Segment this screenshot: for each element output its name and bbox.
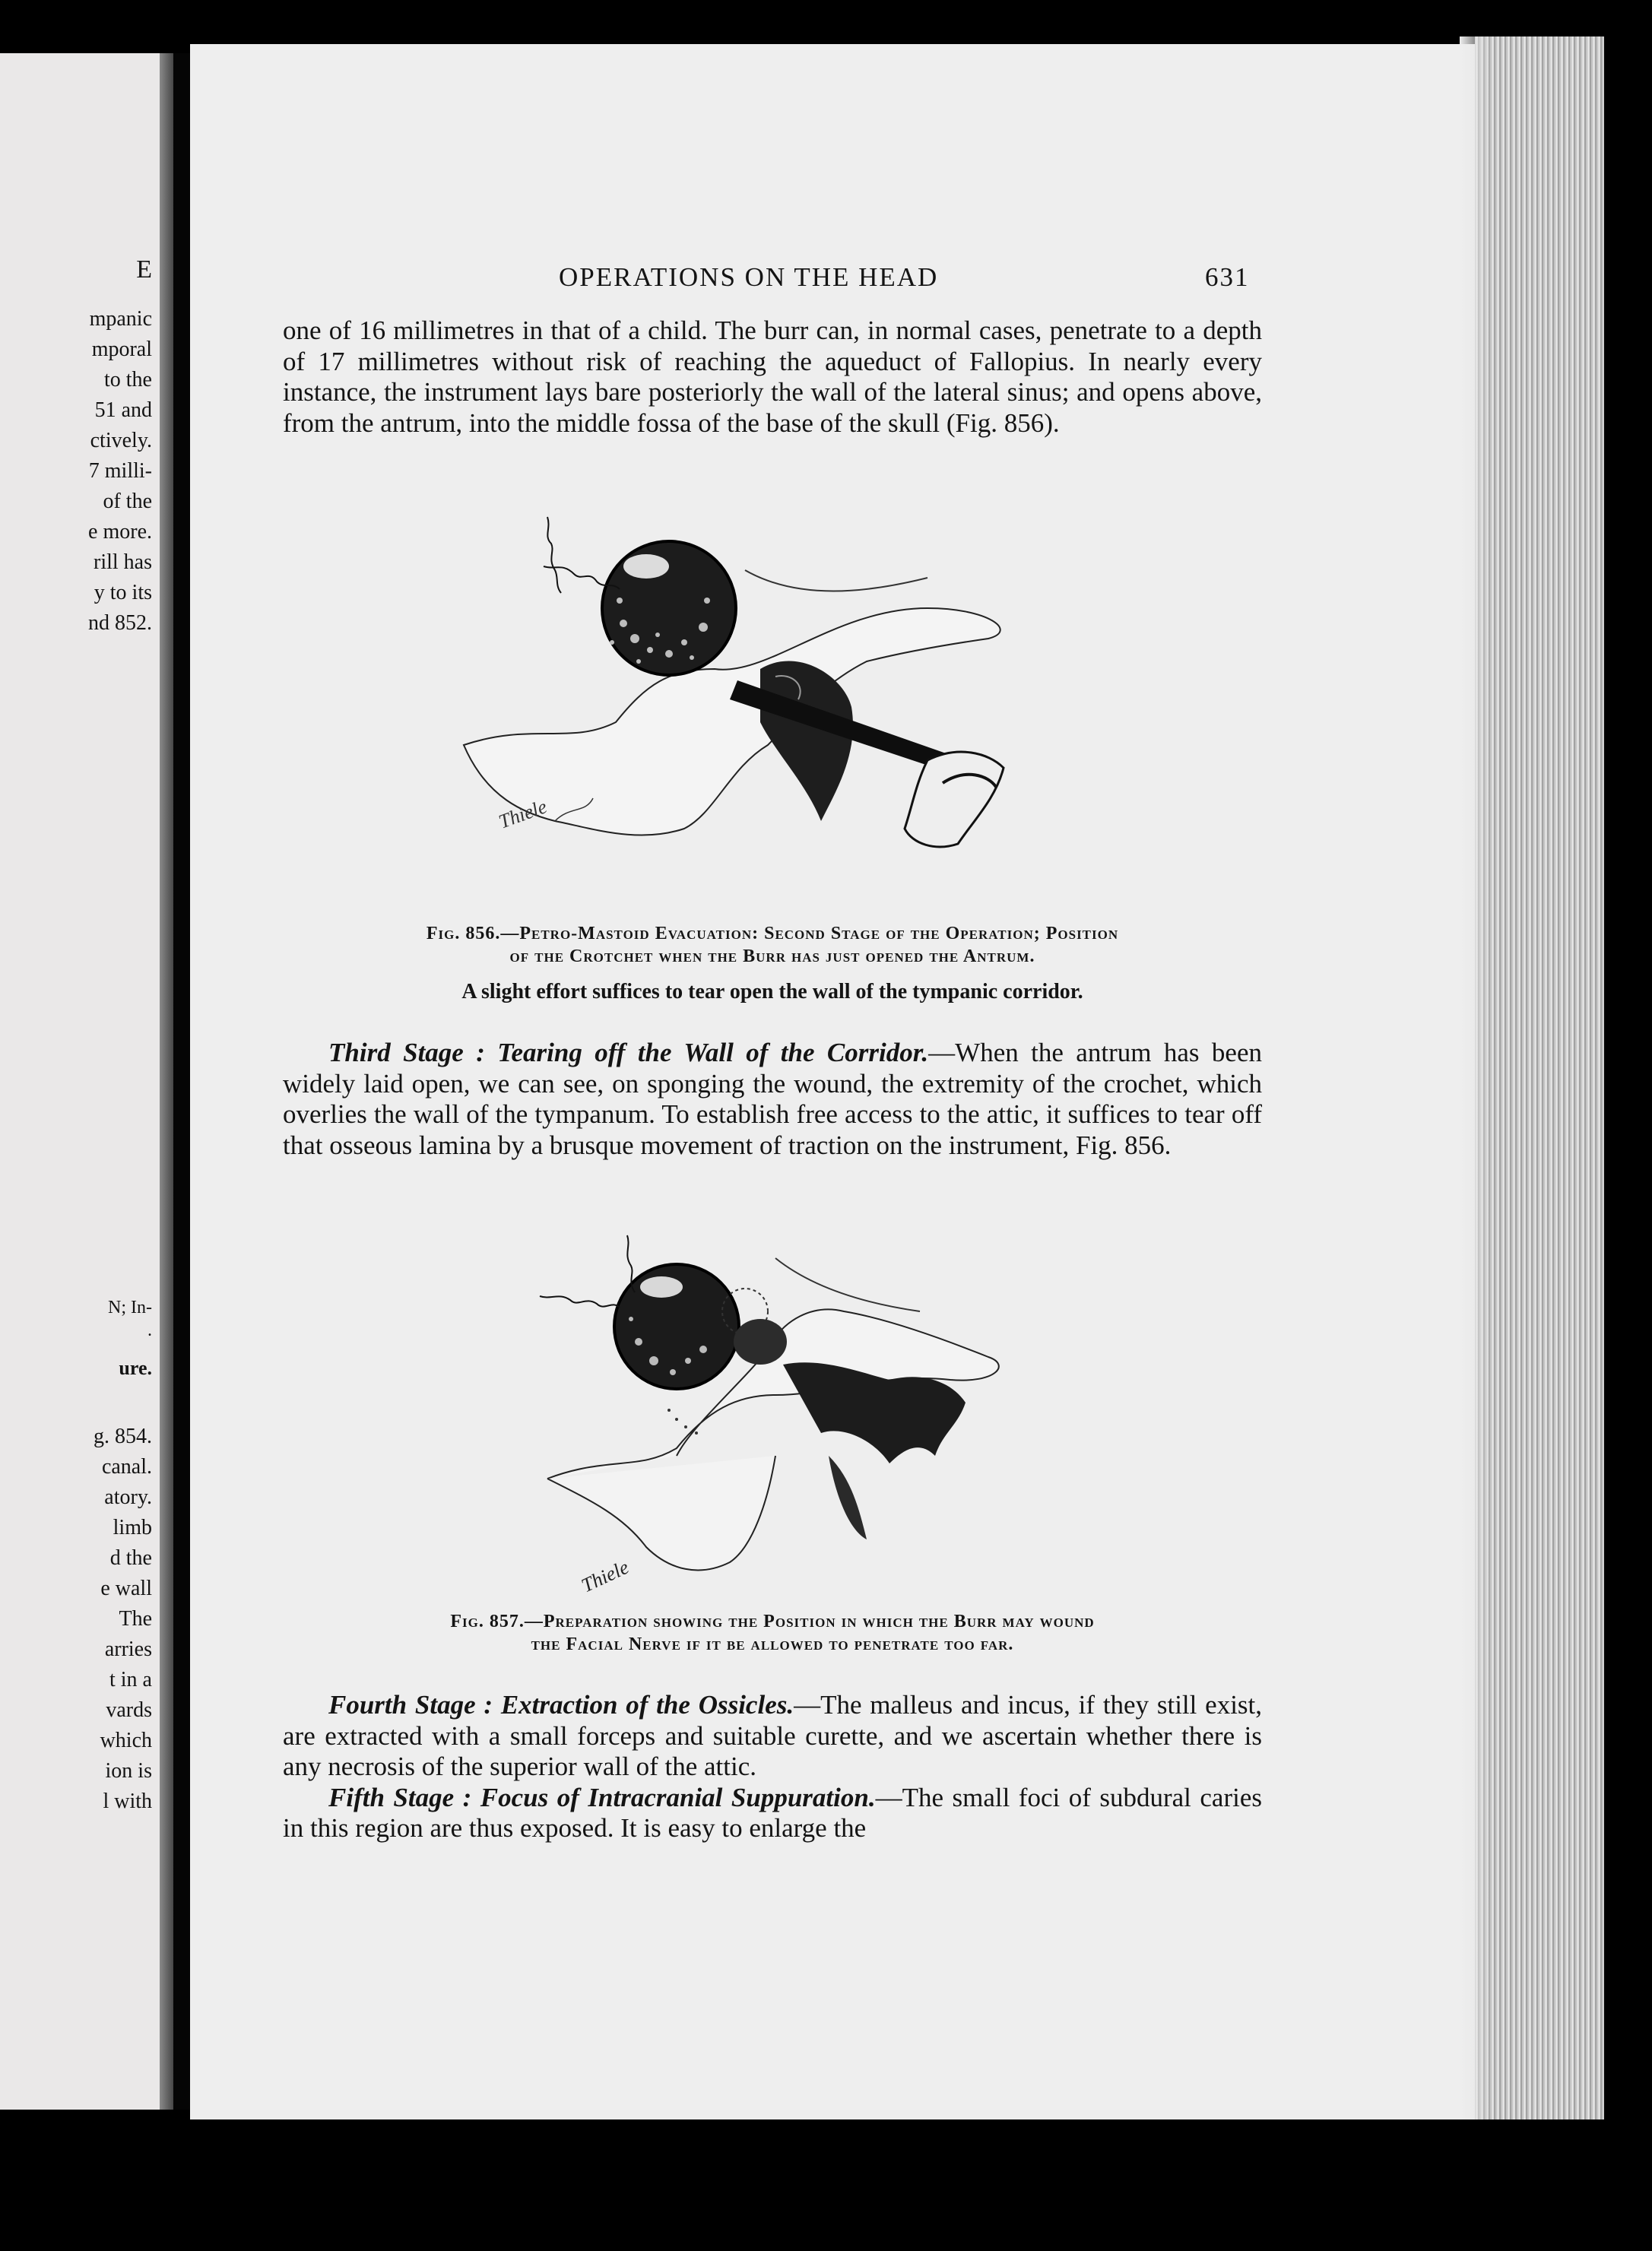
third-stage-title: Third Stage : Tearing off the Wall of the Corridor.	[328, 1038, 929, 1067]
figure-857-signature: Thiele	[578, 1555, 633, 1597]
figure-857-illustration	[525, 1228, 1026, 1615]
book-spine	[173, 53, 190, 2110]
left-page-text: to the	[104, 368, 152, 392]
left-page-text: of the	[103, 490, 152, 513]
left-page-text: atory.	[104, 1485, 152, 1509]
figure-857-caption-line-2: the Facial Nerve if it be allowed to penetrate too far.	[531, 1634, 1014, 1654]
figure-856-caption-line-2: of the Crotchet when the Burr has just opened the Antrum.	[509, 946, 1035, 966]
left-page-text: rill has	[94, 550, 152, 574]
left-page-text: ctively.	[90, 429, 152, 452]
left-page-text: nd 852.	[88, 611, 152, 635]
page-edges-shadow	[1460, 36, 1490, 2119]
left-page-text: .	[147, 1320, 152, 1340]
left-page-text: e more.	[88, 520, 152, 544]
fifth-stage-text: —The small foci of subdural caries in this region are thus exposed. It is easy to enlarge the	[283, 1782, 1263, 1843]
fourth-stage-title: Fourth Stage : Extraction of the Ossicles.	[328, 1690, 794, 1720]
left-page-text: ure.	[119, 1357, 152, 1379]
left-page-text: E	[136, 255, 152, 284]
figure-856-caption-sub: A slight effort suffices to tear open the wall of the tympanic corridor.	[461, 980, 1083, 1003]
page-number: 631	[1205, 262, 1250, 292]
paragraph-1-text: one of 16 millimetres in that of a child. The burr can, in normal cases, penetrate to a depth of 17 millimetres without risk of reaching the aqueduct of Fallopius. In nearly every instance, the instrument lays bare posteriorly the wall of the lateral sinus; and opens above, from the antrum, into the middle fossa of the base of the skull (Fig. 856).	[283, 315, 1262, 438]
running-head: OPERATIONS ON THE HEAD	[559, 262, 939, 292]
left-page-text: d the	[109, 1546, 152, 1570]
page-edges	[1475, 36, 1604, 2119]
left-page-text: arries	[104, 1638, 152, 1661]
left-page-text: which	[100, 1729, 152, 1752]
left-page-fragment	[0, 53, 160, 2110]
left-page-text: limb	[113, 1516, 152, 1539]
fourth-stage-paragraph	[283, 1690, 1262, 1844]
left-page-text: 7 milli-	[88, 459, 152, 483]
figure-856-signature: Thiele	[496, 795, 550, 833]
left-page-text: g. 854.	[94, 1425, 152, 1448]
third-stage-paragraph	[283, 1038, 1262, 1161]
left-page-text: N; In-	[108, 1298, 152, 1317]
figure-856-caption-line-1: Fig. 856.—Petro-Mastoid Evacuation: Second Stage of the Operation; Position	[426, 924, 1119, 943]
figure-856-illustration	[441, 494, 1110, 905]
left-page-text: 51 and	[94, 398, 152, 422]
left-page-text: mporal	[91, 338, 152, 361]
left-page-text: vards	[106, 1698, 152, 1722]
figure-857-caption-line-1: Fig. 857.—Preparation showing the Position in which the Burr may wound	[450, 1612, 1095, 1631]
left-page-text: ion is	[105, 1759, 152, 1783]
paragraph-1	[283, 315, 1262, 439]
left-page-text: y to its	[94, 581, 152, 604]
fourth-stage-text: —The malleus and incus, if they still exist, are extracted with a small forceps and suitable curette, and we ascertain whether there is any necrosis of the superior wall of the attic.	[283, 1690, 1263, 1781]
fifth-stage-title: Fifth Stage : Focus of Intracranial Suppuration.	[328, 1782, 876, 1812]
left-page-text: e wall	[100, 1577, 152, 1600]
left-page-text: The	[119, 1607, 152, 1631]
left-page-text: canal.	[101, 1455, 152, 1479]
left-page-text: t in a	[109, 1668, 152, 1691]
left-page-text: mpanic	[89, 307, 152, 331]
third-stage-text: —When the antrum has been widely laid open, we can see, on sponging the wound, the extremity of the crochet, which overlies the wall of the tympanum. To establish free access to the attic, it suffices to tear off that osseous lamina by a brusque movement of traction on the instrument, Fig. 856.	[283, 1038, 1262, 1160]
left-page-text: l with	[103, 1790, 152, 1813]
